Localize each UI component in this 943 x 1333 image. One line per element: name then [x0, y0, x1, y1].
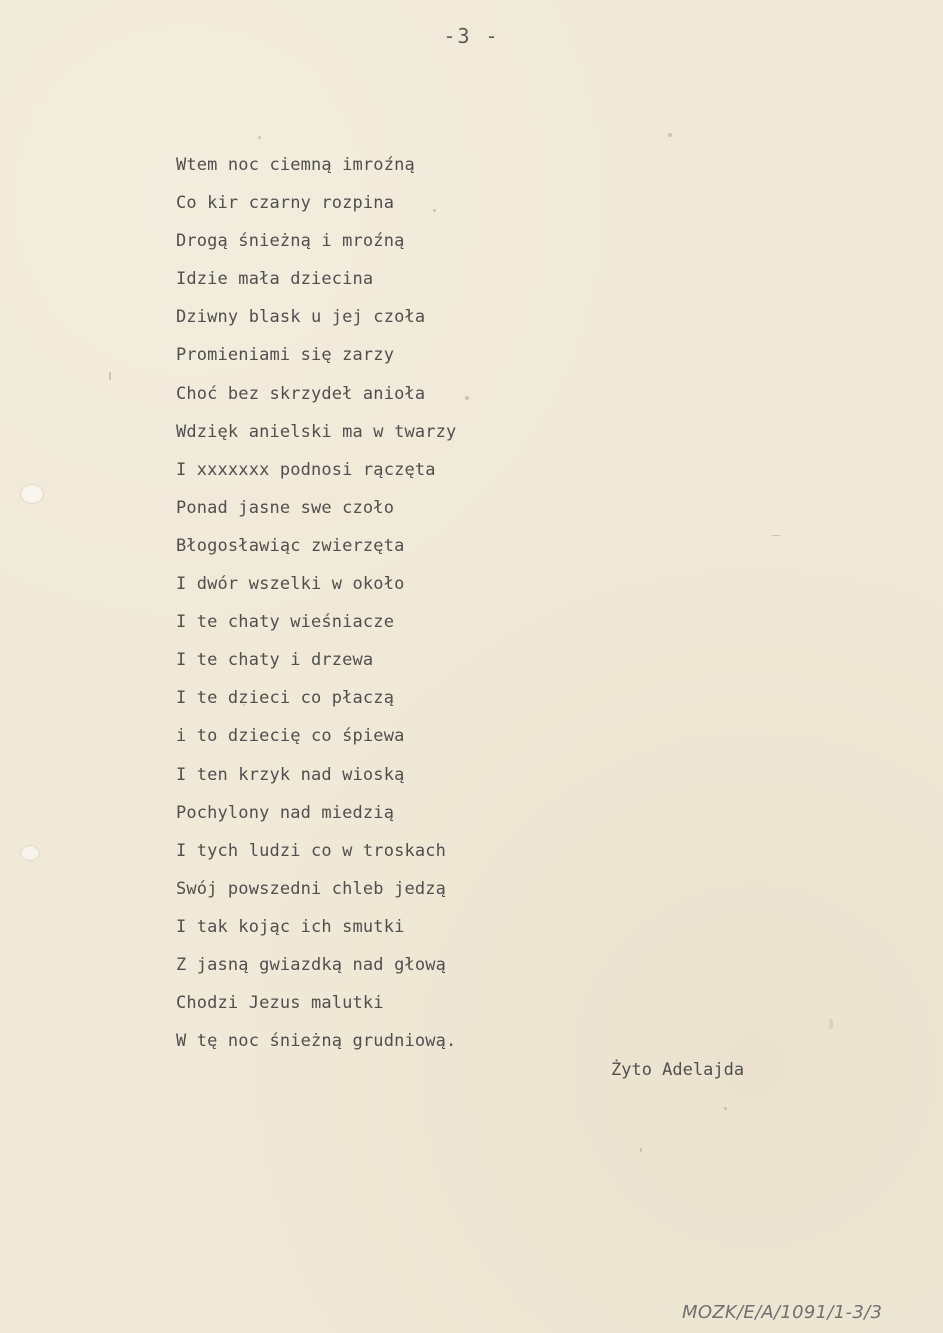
poem-line: I tych ludzi co w troskach: [176, 840, 447, 861]
page-number: -3 -: [443, 24, 500, 48]
poem-line: Wtem noc ciemną imroźną: [176, 155, 415, 175]
poem-line: Błogosławiąc zwierzęta: [176, 535, 405, 556]
paper-speck: [772, 535, 780, 536]
paper-speck: [433, 209, 436, 212]
poem-line: W tę noc śnieżną grudniową.: [176, 1031, 457, 1052]
paper-speck: [668, 133, 672, 137]
poem-line: Drogą śnieżną i mroźną: [176, 231, 405, 252]
poem-line: Co kir czarny rozpina: [176, 193, 395, 214]
poem-line: Chodzi Jezus malutki: [176, 993, 384, 1014]
paper-speck: [243, 704, 245, 706]
poem-line: Ponad jasne swe czoło: [176, 497, 395, 518]
poem-line: Promieniami się zarzy: [176, 345, 395, 366]
poem-line: I tak kojąc ich smutki: [176, 916, 405, 937]
paper-speck: [724, 1107, 727, 1110]
archive-reference: MOZK/E/A/1091/1-3/3: [682, 1302, 883, 1323]
paper-speck: [640, 1148, 642, 1152]
poem: [176, 146, 536, 1060]
paper-speck: [258, 136, 261, 139]
poem-line: I te chaty i drzewa: [176, 650, 374, 671]
poem-line: I dwór wszelki w około: [176, 574, 405, 595]
poem-line: I te dzieci co płaczą: [176, 688, 395, 709]
paper-speck: [109, 372, 111, 380]
punch-hole: [20, 484, 44, 504]
poem-line: Choć bez skrzydeł anioła: [176, 383, 426, 404]
poem-line: i to dziecię co śpiewa: [176, 726, 405, 747]
poem-line: Pochylony nad miedzią: [176, 802, 395, 823]
signature: Żyto Adelajda: [611, 1060, 745, 1080]
poem-line: Wdzięk anielski ma w twarzy: [176, 421, 457, 442]
poem-line: Idzie mała dziecina: [176, 269, 374, 290]
paper-speck: [465, 396, 469, 400]
poem-line: Swój powszedni chleb jedzą: [176, 878, 447, 899]
poem-line: I xxxxxxx podnosi rączęta: [176, 459, 436, 480]
poem-line: Dziwny blask u jej czoła: [176, 307, 426, 328]
poem-line: I te chaty wieśniacze: [176, 612, 395, 633]
punch-hole: [20, 845, 40, 861]
poem-line: Z jasną gwiazdką nad głową: [176, 954, 447, 975]
paper-speck: [829, 1019, 833, 1029]
poem-line: I ten krzyk nad wioską: [176, 764, 405, 785]
